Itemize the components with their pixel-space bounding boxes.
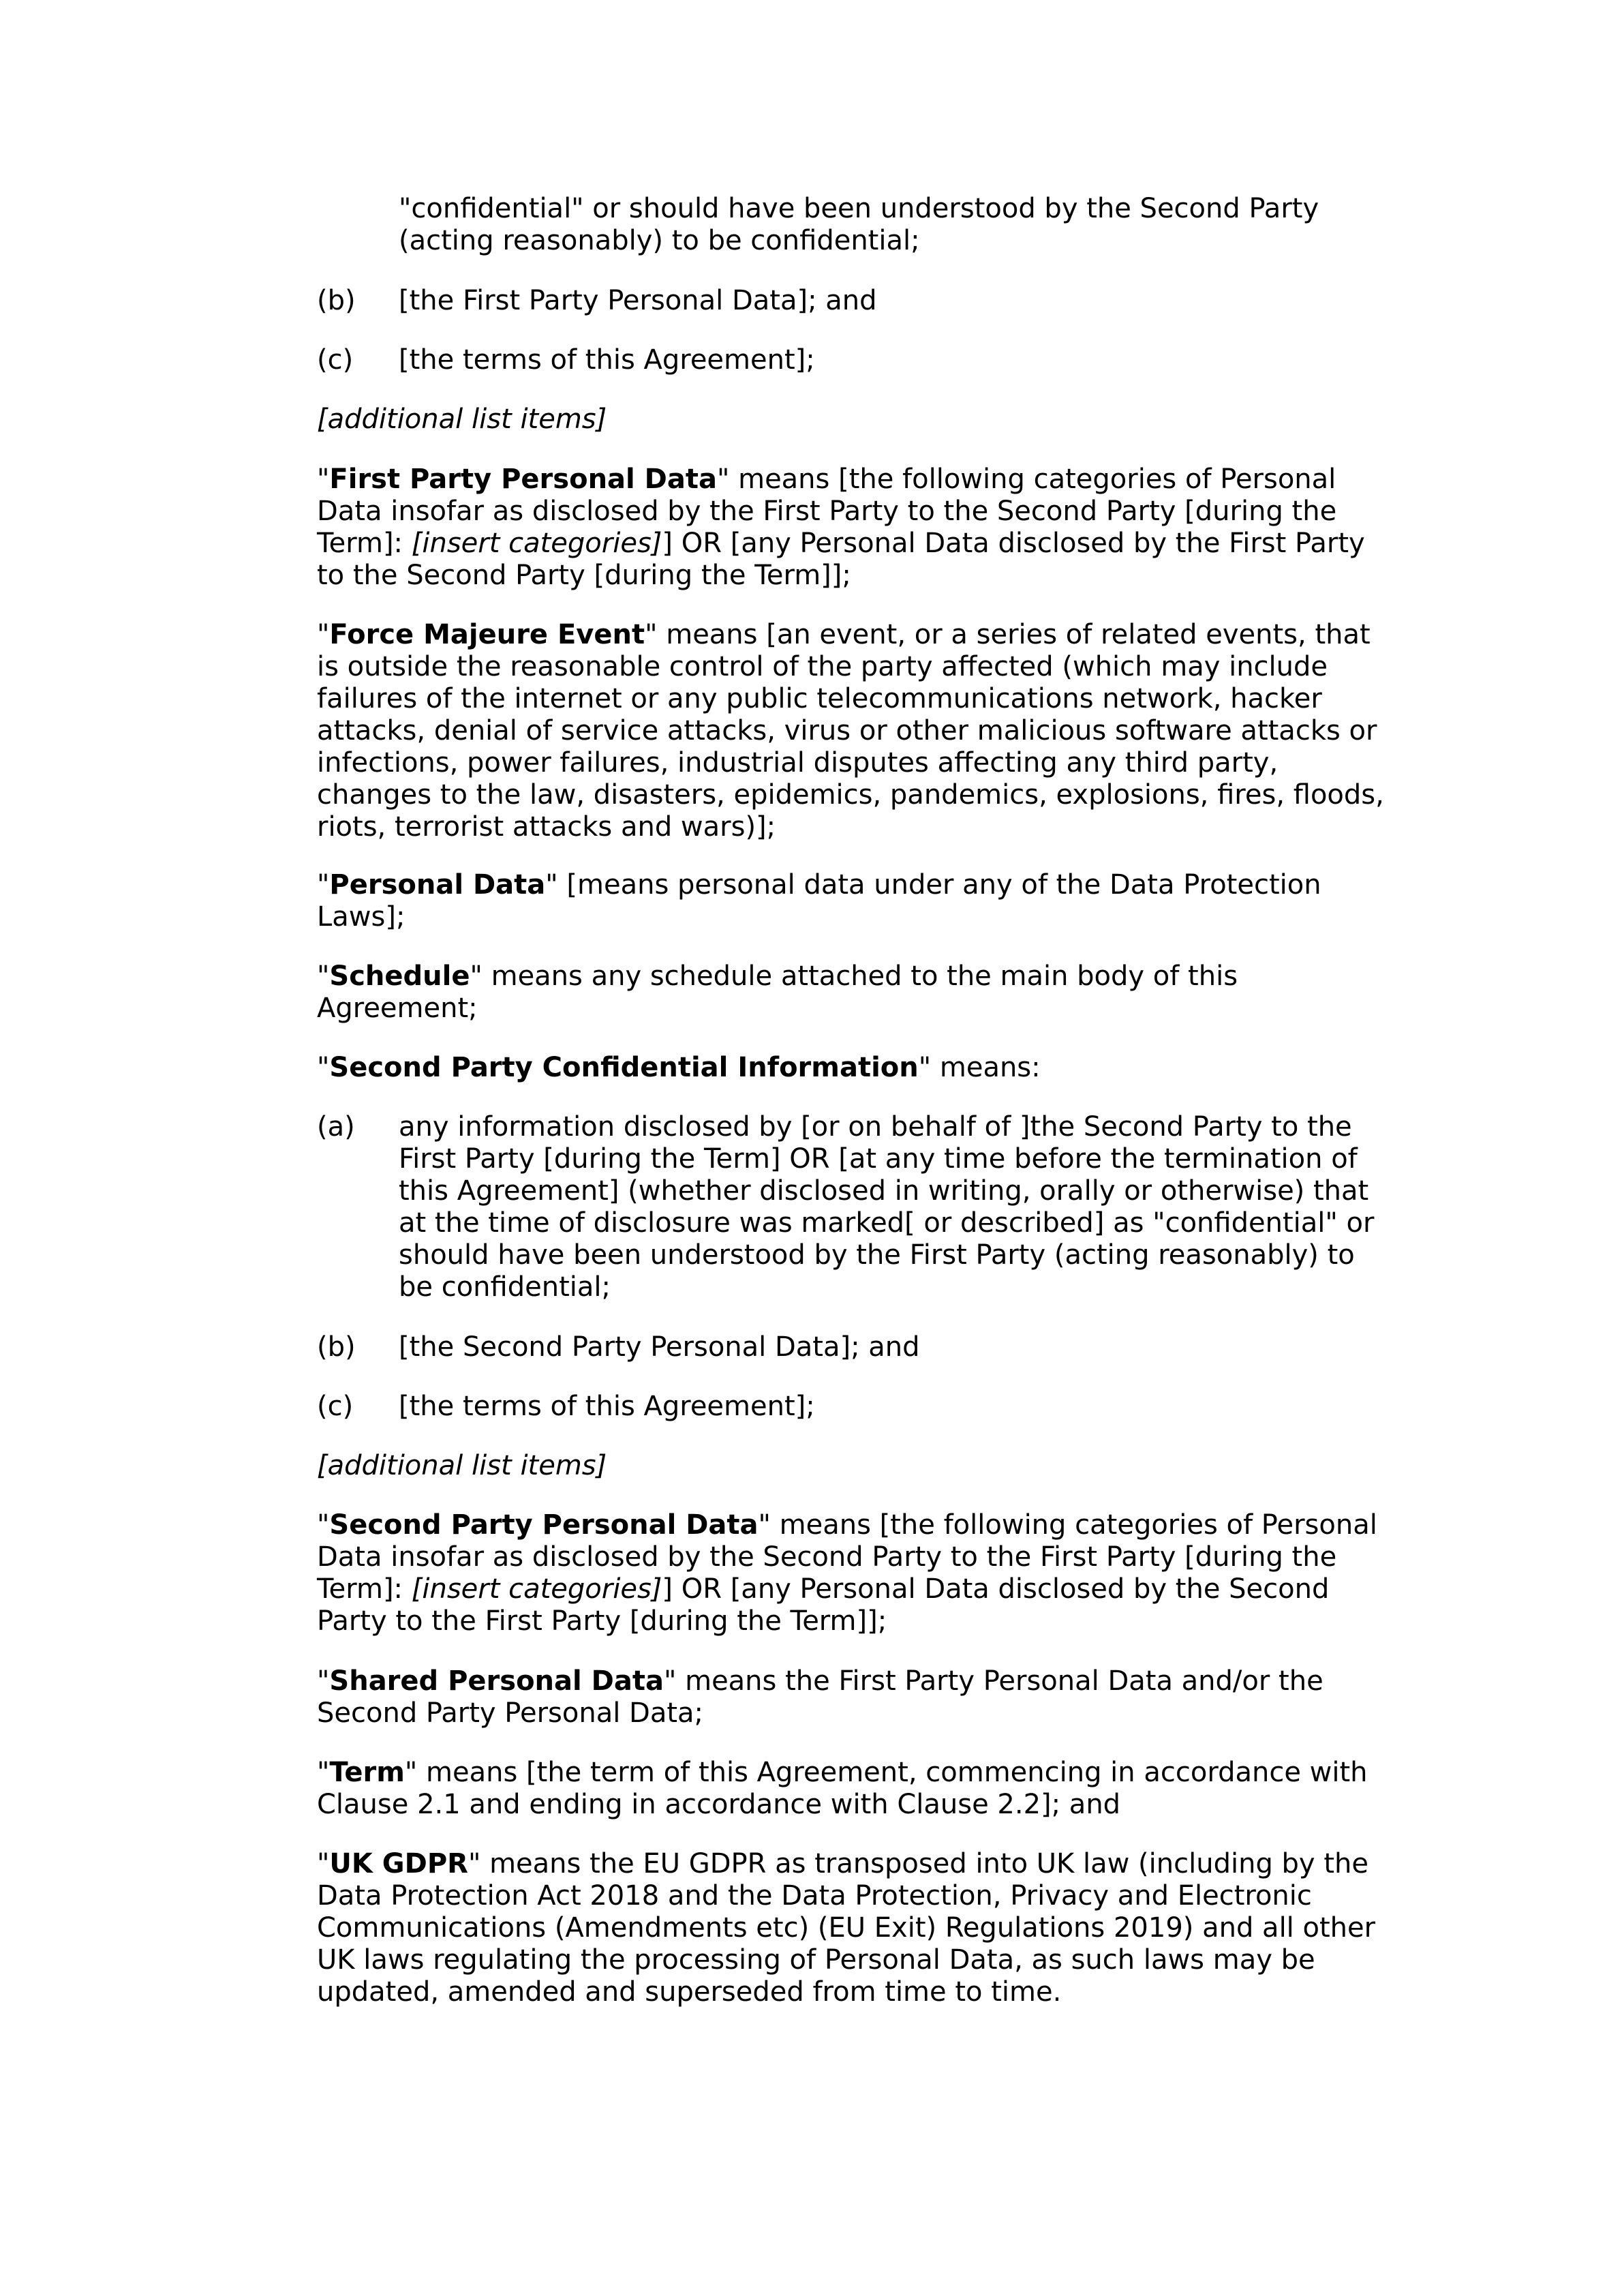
- additional-list-items-2: [additional list items]: [317, 1450, 607, 1481]
- definition-force-majeure-event: "Force Majeure Event" means [an event, or a series of related events, that is outside the reasonable control of the party affected (which may include failures of the internet or any public telecommunications network, hacker attacks, denial of service attacks, virus or other malicious software attacks or infections, power failures, industrial disputes affecting any third party, changes to the law, disasters, epidemics, pandemics, explosions, fires, floods, riots, terrorist attacks and wars)];: [317, 619, 1384, 843]
- list-text: [the Second Party Personal Data]; and: [399, 1331, 920, 1363]
- additional-list-items-1: [additional list items]: [317, 404, 607, 435]
- defined-term: UK GDPR: [329, 1848, 468, 1879]
- defined-term: Schedule: [329, 961, 470, 992]
- definition-shared-personal-data: "Shared Personal Data" means the First Party Personal Data and/or the Second Party Personal Data;: [317, 1665, 1323, 1729]
- list-label: (a): [317, 1111, 355, 1143]
- list-text: [the First Party Personal Data]; and: [399, 285, 877, 316]
- defined-term: Second Party Personal Data: [329, 1509, 759, 1541]
- definition-schedule: "Schedule" means any schedule attached to the main body of this Agreement;: [317, 961, 1238, 1024]
- definition-second-party-personal-data: "Second Party Personal Data" means [the following categories of Personal Data insofar as disclosed by the Second Party to the First Party [during the Term]: [insert categories]] OR [any Personal Data disclosed by the Second Party to the First Party [during the Term]];: [317, 1509, 1377, 1637]
- list-label: (c): [317, 1391, 354, 1422]
- list-text: [the terms of this Agreement];: [399, 1391, 815, 1422]
- defined-term: First Party Personal Data: [329, 464, 717, 495]
- list-label: (b): [317, 1331, 356, 1363]
- list-label: (b): [317, 285, 356, 316]
- continuation-paragraph: "confidential" or should have been understood by the Second Party (acting reasonably) to be confidential;: [399, 193, 1319, 256]
- list-label: (c): [317, 344, 354, 376]
- defined-term: Personal Data: [329, 869, 546, 901]
- list-text: any information disclosed by [or on behalf of ]the Second Party to the First Party [during the Term] OR [at any time before the termination of this Agreement] (whether disclosed in writing, orally or otherwise) that at the time of disclosure was marked[ or described] as "confidential" or should have been understood by the First Party (acting reasonably) to be confidential;: [399, 1111, 1375, 1303]
- defined-term: Force Majeure Event: [329, 619, 645, 650]
- definition-second-party-confidential-information: "Second Party Confidential Information" means:: [317, 1052, 1041, 1083]
- definition-personal-data: "Personal Data" [means personal data under any of the Data Protection Laws];: [317, 869, 1321, 933]
- defined-term: Term: [329, 1757, 405, 1788]
- list-text: [the terms of this Agreement];: [399, 344, 815, 376]
- definition-first-party-personal-data: "First Party Personal Data" means [the following categories of Personal Data insofar as disclosed by the First Party to the Second Party [during the Term]: [insert categories]] OR [any Personal Data disclosed by the First Party to the Second Party [during the Term]];: [317, 464, 1365, 591]
- definition-uk-gdpr: "UK GDPR" means the EU GDPR as transposed into UK law (including by the Data Protection Act 2018 and the Data Protection, Privacy and Electronic Communications (Amendments etc) (EU Exit) Regulations 2019) and all other UK laws regulating the processing of Personal Data, as such laws may be updated, amended and superseded from time to time.: [317, 1848, 1376, 2008]
- definition-term: "Term" means [the term of this Agreement, commencing in accordance with Clause 2.1 and ending in accordance with Clause 2.2]; and: [317, 1757, 1368, 1820]
- defined-term: Shared Personal Data: [329, 1665, 664, 1697]
- defined-term: Second Party Confidential Information: [329, 1052, 919, 1083]
